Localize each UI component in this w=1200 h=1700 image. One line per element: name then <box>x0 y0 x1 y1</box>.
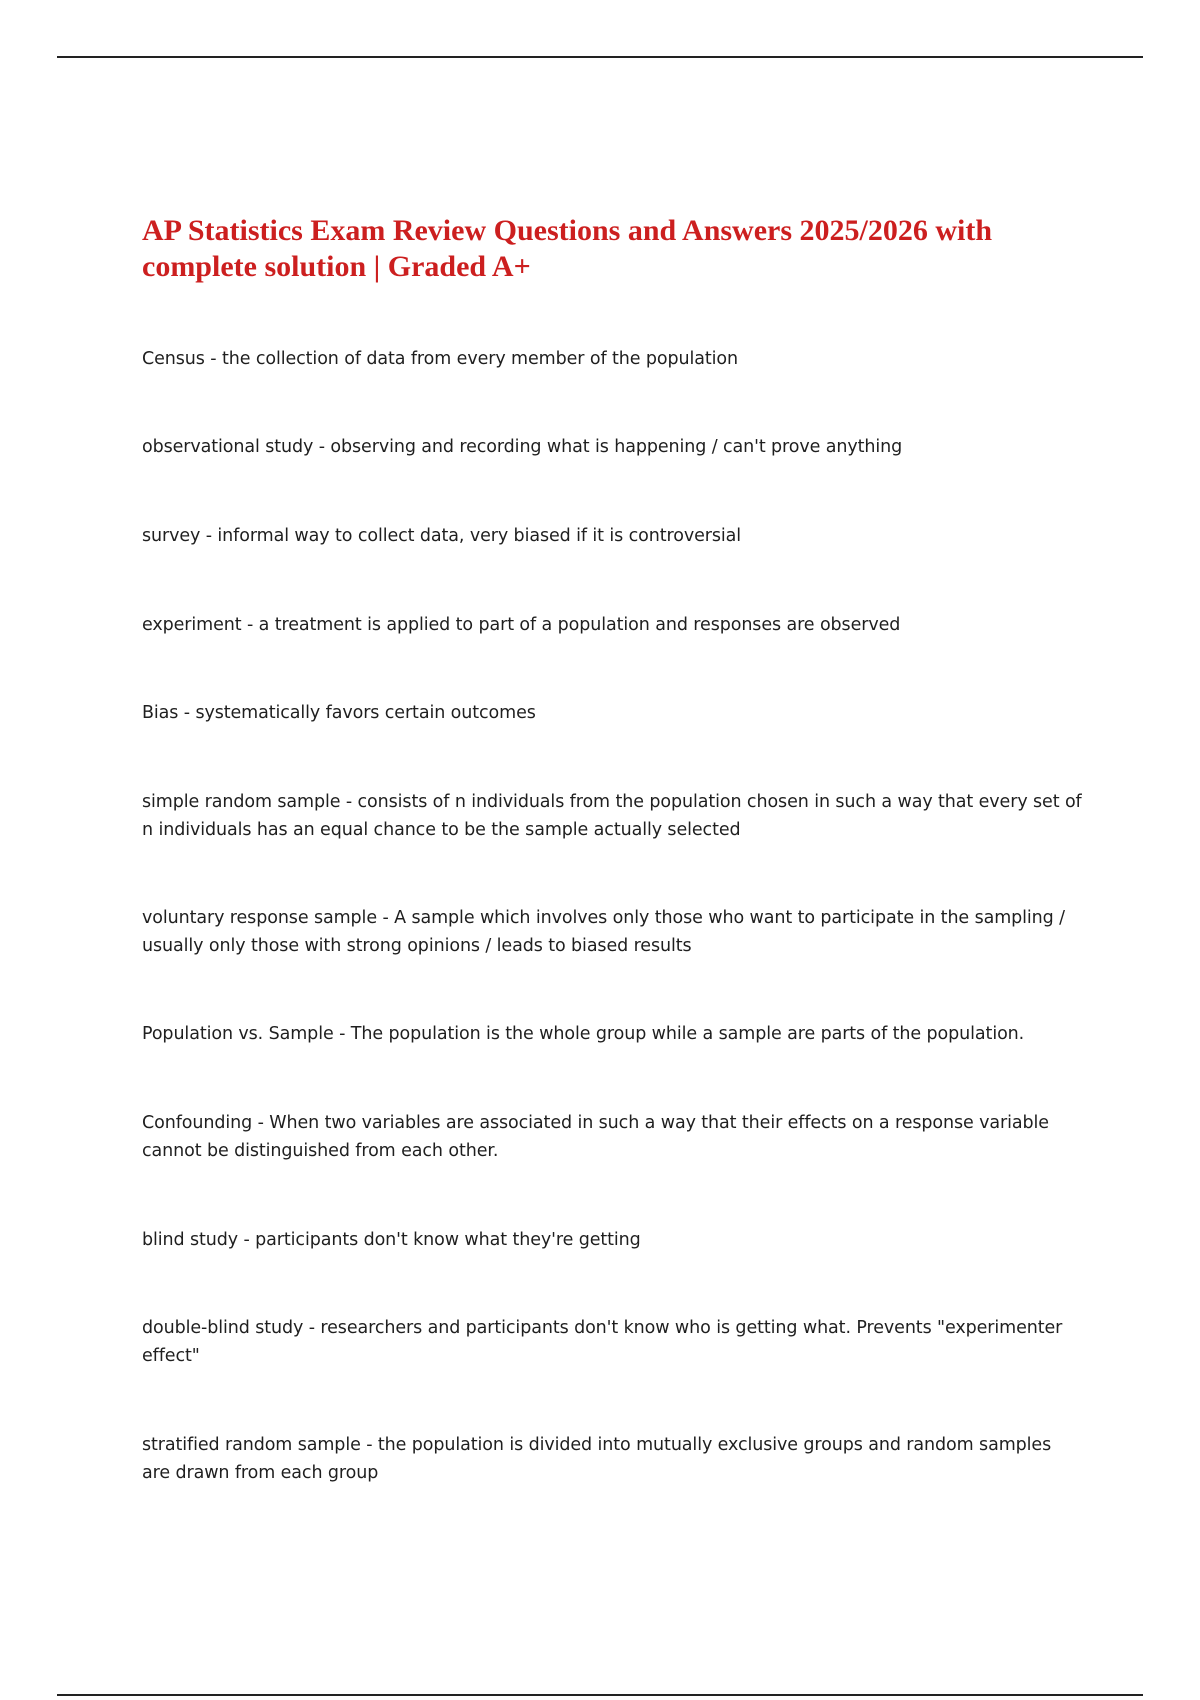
term-entry-simple-random-sample: simple random sample - consists of n individuals from the population chosen in such a way that every set of n individuals has an equal chance to be the sample actually selected <box>142 792 1082 840</box>
term-entry-census: Census - the collection of data from every member of the population <box>142 349 738 369</box>
term-entry-survey: survey - informal way to collect data, very biased if it is controversial <box>142 526 742 546</box>
term-entry-voluntary-response-sample: voluntary response sample - A sample which involves only those who want to participate in the sampling / usually only those with strong opinions / leads to biased results <box>142 908 1065 956</box>
term-entry-population-vs-sample: Population vs. Sample - The population is the whole group while a sample are parts of the population. <box>142 1024 1025 1044</box>
document-title: AP Statistics Exam Review Questions and Answers 2025/2026 with complete solution | Graded A+ <box>142 214 993 283</box>
term-entry-bias: Bias - systematically favors certain outcomes <box>142 703 536 723</box>
term-entry-double-blind-study: double-blind study - researchers and participants don't know who is getting what. Prevents "experimenter effect" <box>142 1318 1063 1366</box>
term-entry-observational-study: observational study - observing and recording what is happening / can't prove anything <box>142 437 903 457</box>
term-entry-confounding: Confounding - When two variables are associated in such a way that their effects on a response variable cannot be distinguished from each other. <box>142 1113 1049 1161</box>
term-entry-stratified-random-sample: stratified random sample - the population is divided into mutually exclusive groups and random samples are drawn from each group <box>142 1435 1052 1483</box>
term-entry-blind-study: blind study - participants don't know what they're getting <box>142 1230 641 1250</box>
top-rule <box>57 56 1143 58</box>
term-entry-experiment: experiment - a treatment is applied to part of a population and responses are observed <box>142 615 901 635</box>
bottom-rule <box>57 1694 1143 1696</box>
